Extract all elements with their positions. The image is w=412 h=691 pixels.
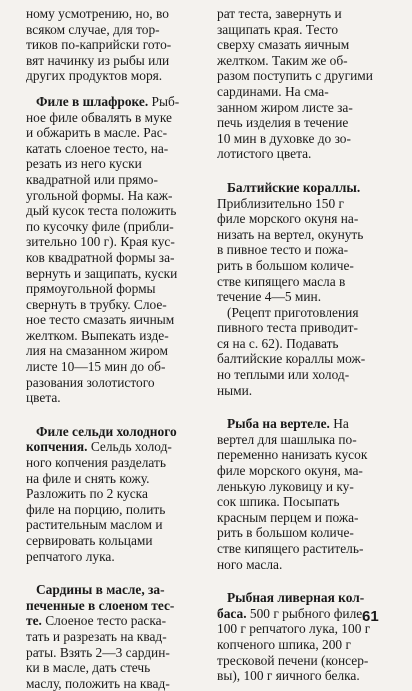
continued-text: рат теста, завернуть и защипать края. Тесто сверху смазать яичным желтком. Таким же об- разом поступить с другими сардинами. На сма- занном жиром листе за- печь изделия в течение 10 мин в духовке до зо- лотистого цвета. xyxy=(217,6,373,162)
recipe-title: Рыба на вертеле. xyxy=(227,416,330,432)
recipe-title: Рыбная ливерная кол- баса. xyxy=(217,590,365,621)
recipe-title: Балтийские кораллы. xyxy=(227,179,361,195)
recipe-body: Приблизительно 150 г филе морского окуня на- низать на вертел, окунуть в пивное тесто и пожа- рить в большом количе- стве кипящего масла в течение 4—5 мин. xyxy=(217,195,364,305)
recipe-body: Рыб- ное филе обвалять в муке и обжарить в масле. Рас- катать слоеное тесто, на- резать из него куски квадратной или прямо- угольной формы. На каж- дый кусок теста положить по кусочку филе (прибли- зительно 100 г). Края кус- ков квадратной формы за- вернуть и защипать, куски прямоугольной формы свернуть в трубку. Слое- ное тесто смазать яичным желтком. Выпекать изде- лия на смазанном жиром листе 10—15 мин до об- разования золотистого цвета. xyxy=(26,93,180,406)
recipe-body: На вертел для шашлыка по- переменно нанизать кусок филе морского окуня, ма- ленькую луковицу и ку- сок шпика. Посыпать красным перцем и пожа- рить в большом количе- стве кипящего раститель- ного масла. xyxy=(217,416,368,572)
recipe-body: Слоеное тесто раска- тать и разрезать на квад- раты. Взять 2—3 сардин- ки в масле, дать стечь маслу, положить на квад- xyxy=(26,613,170,691)
recipe-note: (Рецепт приготовления пивного теста приводит- ся на с. 62). Подавать балтийские кораллы мож- но теплыми или холод- ными. xyxy=(217,304,366,398)
recipe-title: Филе сельди холодного копчения. xyxy=(26,423,177,455)
recipe-file-v-shlafroke xyxy=(26,94,202,406)
intro-text: ному усмотрению, но, во всяком случае, для тор- тиков по-каприйски гото- вят начинку из рыбы или других продуктов моря. xyxy=(26,6,172,84)
recipe-body: 500 г рыбного филе, 100 г репчатого лука, 100 г копченого шпика, 200 г тресковой печени (консер- вы), 100 г яичного белка. xyxy=(217,605,371,684)
right-column xyxy=(217,6,389,684)
recipe-file-seldi xyxy=(26,424,202,564)
left-column xyxy=(26,6,202,691)
recipe-body: Сельдь холод- ного копчения разделать на филе и снять кожу. Разложить по 2 куска филе на порцию, полить растительным маслом и сервировать кольцами репчатого лука. xyxy=(26,439,172,564)
page-number: 61 xyxy=(362,608,379,625)
recipe-ryba-na-vertele xyxy=(217,416,389,572)
recipe-baltiyskie-korally xyxy=(217,180,389,305)
recipe-title: Филе в шлафроке. xyxy=(36,93,149,109)
recipe-sardiny xyxy=(26,582,202,691)
recipe-title: Сардины в масле, за- печенные в слоеном тес- те. xyxy=(26,582,175,629)
recipe-rybnaya-liver-kolbasa xyxy=(217,590,389,684)
